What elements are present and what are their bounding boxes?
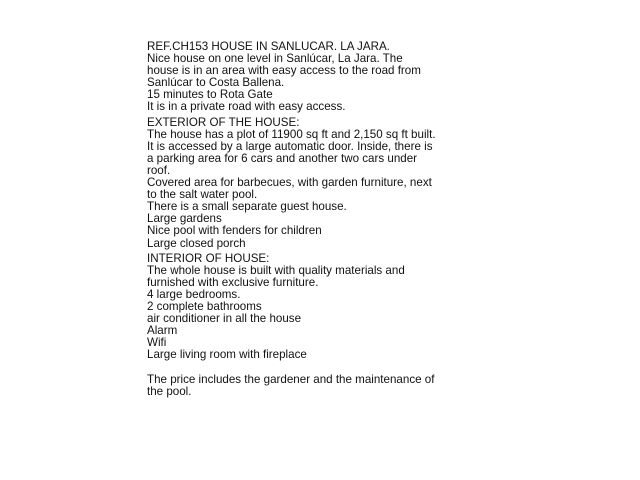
paragraph-spacer — [147, 361, 497, 373]
exterior-line: There is a small separate guest house. — [147, 200, 347, 214]
exterior-line: roof. — [147, 163, 171, 177]
intro-line: It is in a private road with easy access. — [147, 100, 346, 114]
exterior-heading: EXTERIOR OF THE HOUSE: — [147, 115, 300, 129]
interior-line: Large living room with fireplace — [147, 348, 307, 362]
exterior-line: Covered area for barbecues, with garden furniture, next — [147, 176, 432, 190]
interior-heading: INTERIOR OF HOUSE: — [147, 251, 270, 265]
interior-line: 2 complete bathrooms — [147, 299, 262, 313]
exterior-line: to the salt water pool. — [147, 188, 258, 202]
interior-line: furnished with exclusive furniture. — [147, 275, 319, 289]
intro-line: 15 minutes to Rota Gate — [147, 88, 273, 102]
interior-line: Wifi — [147, 336, 167, 350]
intro-line: Nice house on one level in Sanlúcar, La Jara. The — [147, 52, 403, 66]
interior-section — [147, 265, 497, 362]
interior-line: The whole house is built with quality materials and — [147, 263, 405, 277]
exterior-line: Large closed porch — [147, 236, 246, 250]
exterior-line: Nice pool with fenders for children — [147, 224, 322, 238]
listing-document — [147, 41, 497, 398]
intro-line: Sanlúcar to Costa Ballena. — [147, 76, 285, 90]
closing-line: the pool. — [147, 384, 192, 398]
closing-line: The price includes the gardener and the maintenance of — [147, 372, 435, 386]
intro-section — [147, 53, 497, 113]
listing-title: REF.CH153 HOUSE IN SANLUCAR. LA JARA. — [147, 40, 390, 53]
exterior-line: It is accessed by a large automatic door. Inside, there is — [147, 139, 433, 153]
interior-line: air conditioner in all the house — [147, 312, 302, 326]
closing-section — [147, 374, 497, 398]
intro-line: house is in an area with easy access to the road from — [147, 64, 421, 78]
exterior-line: The house has a plot of 11900 sq ft and 2,150 sq ft built. — [147, 127, 436, 141]
exterior-line: Large gardens — [147, 212, 222, 226]
interior-line: 4 large bedrooms. — [147, 287, 241, 301]
exterior-section — [147, 129, 497, 250]
interior-line: Alarm — [147, 324, 178, 338]
exterior-line: a parking area for 6 cars and another two cars under — [147, 151, 418, 165]
